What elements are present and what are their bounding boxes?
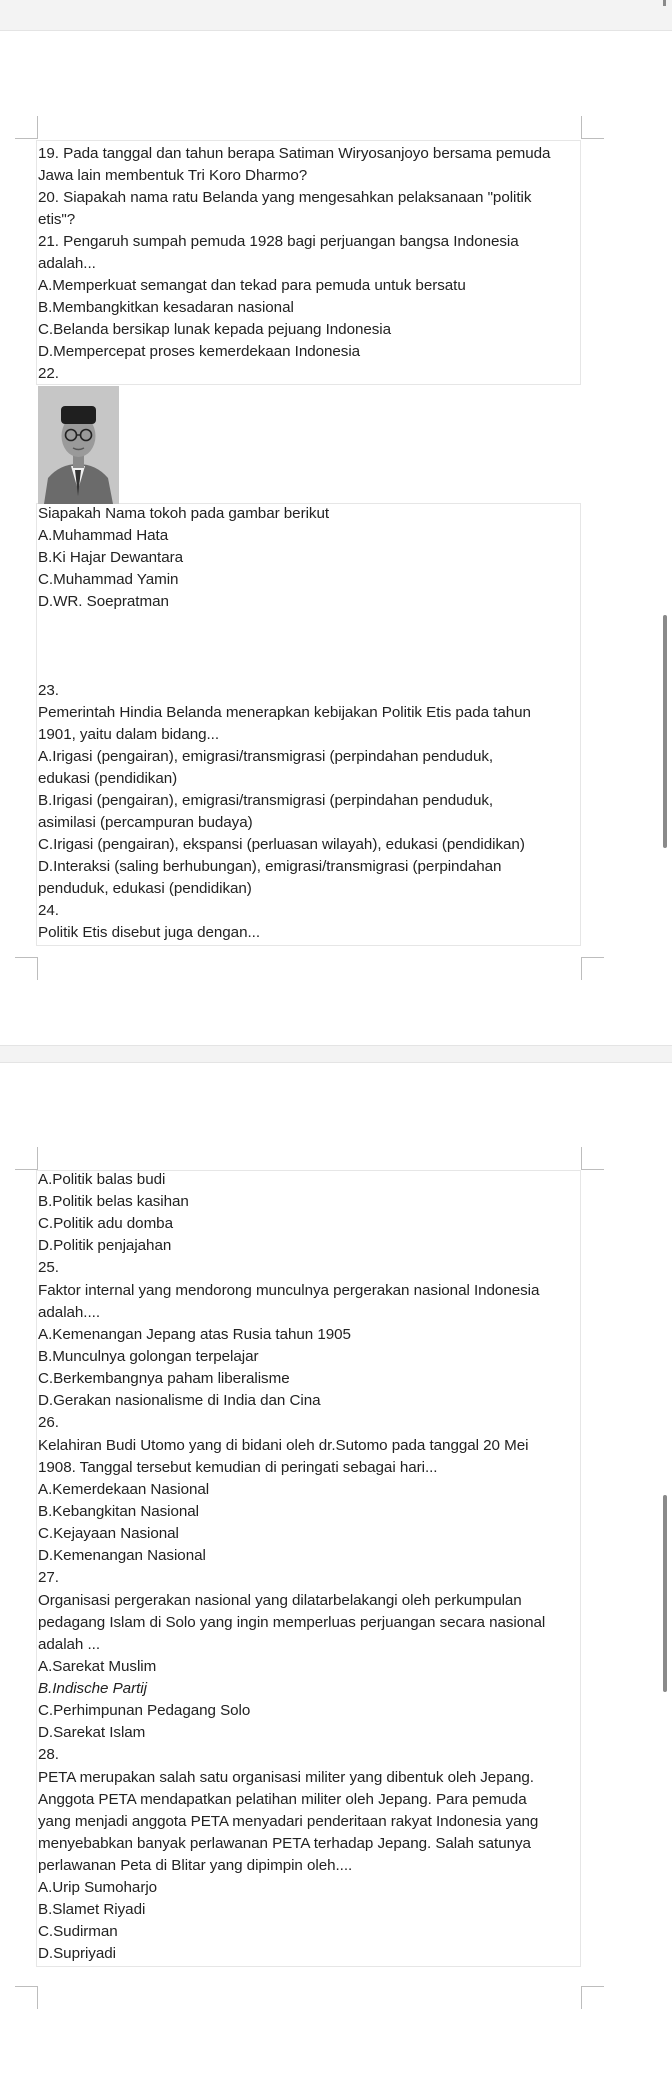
answer-option: C.Berkembangnya paham liberalisme	[38, 1370, 290, 1387]
answer-option: C.Muhammad Yamin	[38, 571, 179, 588]
question-line: Siapakah Nama tokoh pada gambar berikut	[38, 505, 330, 522]
answer-option: A.Politik balas budi	[38, 1171, 166, 1188]
question-number: 23.	[38, 682, 59, 699]
question-line: 20. Siapakah nama ratu Belanda yang mengesahkan pelaksanaan "politik	[38, 189, 532, 206]
question-line: Organisasi pergerakan nasional yang dilatarbelakangi oleh perkumpulan	[38, 1592, 522, 1609]
answer-option: C.Kejayaan Nasional	[38, 1525, 179, 1542]
answer-option: edukasi (pendidikan)	[38, 770, 178, 787]
answer-option: B.Politik belas kasihan	[38, 1193, 189, 1210]
question-line: pedagang Islam di Solo yang ingin memperluas perjuangan secara nasional	[38, 1614, 546, 1631]
answer-option: C.Perhimpunan Pedagang Solo	[38, 1702, 251, 1719]
page-edge	[0, 30, 672, 31]
answer-option: D.Sarekat Islam	[38, 1724, 146, 1741]
answer-option: B.Kebangkitan Nasional	[38, 1503, 200, 1520]
question-line: Politik Etis disebut juga dengan...	[38, 924, 260, 941]
question-number: 26.	[38, 1414, 59, 1431]
question-line: PETA merupakan salah satu organisasi militer yang dibentuk oleh Jepang.	[38, 1769, 534, 1786]
question-line: yang menjadi anggota PETA menyadari penderitaan rakyat Indonesia yang	[38, 1813, 539, 1830]
question-line: Jawa lain membentuk Tri Koro Dharmo?	[38, 167, 308, 184]
crop-mark	[581, 957, 604, 980]
crop-mark	[15, 1986, 38, 2009]
answer-option: D.Kemenangan Nasional	[38, 1547, 206, 1564]
page-edge	[0, 1062, 672, 1063]
answer-option: B.Irigasi (pengairan), emigrasi/transmigrasi (perpindahan penduduk,	[38, 792, 494, 809]
question-line: Anggota PETA mendapatkan pelatihan militer oleh Jepang. Para pemuda	[38, 1791, 527, 1808]
answer-option: asimilasi (percampuran budaya)	[38, 814, 253, 831]
answer-option: C.Sudirman	[38, 1923, 118, 1940]
answer-option: D.Gerakan nasionalisme di India dan Cina	[38, 1392, 321, 1409]
answer-option: C.Politik adu domba	[38, 1215, 173, 1232]
answer-option: D.Interaksi (saling berhubungan), emigrasi/transmigrasi (perpindahan	[38, 858, 502, 875]
question-line: perlawanan Peta di Blitar yang dipimpin oleh....	[38, 1857, 353, 1874]
question-line: Pemerintah Hindia Belanda menerapkan kebijakan Politik Etis pada tahun	[38, 704, 531, 721]
question-line: adalah ...	[38, 1636, 100, 1653]
page-edge	[0, 1045, 672, 1046]
question-line: adalah...	[38, 255, 96, 272]
question-line: Kelahiran Budi Utomo yang di bidani oleh dr.Sutomo pada tanggal 20 Mei	[38, 1437, 529, 1454]
answer-option: A.Kemenangan Jepang atas Rusia tahun 1905	[38, 1326, 351, 1343]
question-line: adalah....	[38, 1304, 100, 1321]
answer-option: C.Belanda bersikap lunak kepada pejuang Indonesia	[38, 321, 392, 338]
answer-option: penduduk, edukasi (pendidikan)	[38, 880, 252, 897]
answer-option: D.Supriyadi	[38, 1945, 116, 1962]
scrollbar-thumb[interactable]	[663, 1495, 667, 1692]
crop-mark	[15, 116, 38, 139]
answer-option: A.Kemerdekaan Nasional	[38, 1481, 210, 1498]
question-line: 1908. Tanggal tersebut kemudian di peringati sebagai hari...	[38, 1459, 438, 1476]
scrollbar-tick[interactable]	[663, 0, 666, 6]
answer-option: D.Politik penjajahan	[38, 1237, 172, 1254]
answer-option: B.Membangkitkan kesadaran nasional	[38, 299, 294, 316]
crop-mark	[15, 1147, 38, 1170]
question-line: etis"?	[38, 211, 76, 228]
question-number: 25.	[38, 1259, 59, 1276]
question-line: 19. Pada tanggal dan tahun berapa Satiman Wiryosanjoyo bersama pemuda	[38, 145, 551, 162]
answer-option: A.Sarekat Muslim	[38, 1658, 157, 1675]
answer-option: A.Irigasi (pengairan), emigrasi/transmigrasi (perpindahan penduduk,	[38, 748, 494, 765]
answer-option: A.Muhammad Hata	[38, 527, 169, 544]
crop-mark	[581, 1147, 604, 1170]
question-line: menyebabkan banyak perlawanan PETA terhadap Jepang. Salah satunya	[38, 1835, 531, 1852]
answer-option: C.Irigasi (pengairan), ekspansi (perluasan wilayah), edukasi (pendidikan)	[38, 836, 525, 853]
question-number: 28.	[38, 1746, 59, 1763]
crop-mark	[581, 116, 604, 139]
question-number: 27.	[38, 1569, 59, 1586]
answer-option: A.Memperkuat semangat dan tekad para pemuda untuk bersatu	[38, 277, 466, 294]
question-number: 24.	[38, 902, 59, 919]
answer-option: D.WR. Soepratman	[38, 593, 169, 610]
answer-option: A.Urip Sumoharjo	[38, 1879, 158, 1896]
answer-option: B.Munculnya golongan terpelajar	[38, 1348, 259, 1365]
answer-option: B.Indische Partij	[38, 1680, 147, 1697]
scrollbar-thumb[interactable]	[663, 615, 667, 848]
question-line: 21. Pengaruh sumpah pemuda 1928 bagi perjuangan bangsa Indonesia	[38, 233, 519, 250]
question-number: 22.	[38, 365, 59, 382]
crop-mark	[581, 1986, 604, 2009]
crop-mark	[15, 957, 38, 980]
question-line: 1901, yaitu dalam bidang...	[38, 726, 220, 743]
question-line: Faktor internal yang mendorong munculnya pergerakan nasional Indonesia	[38, 1282, 540, 1299]
portrait-photo	[38, 386, 119, 504]
answer-option: D.Mempercepat proses kemerdekaan Indonesia	[38, 343, 361, 360]
answer-option: B.Slamet Riyadi	[38, 1901, 146, 1918]
answer-option: B.Ki Hajar Dewantara	[38, 549, 184, 566]
